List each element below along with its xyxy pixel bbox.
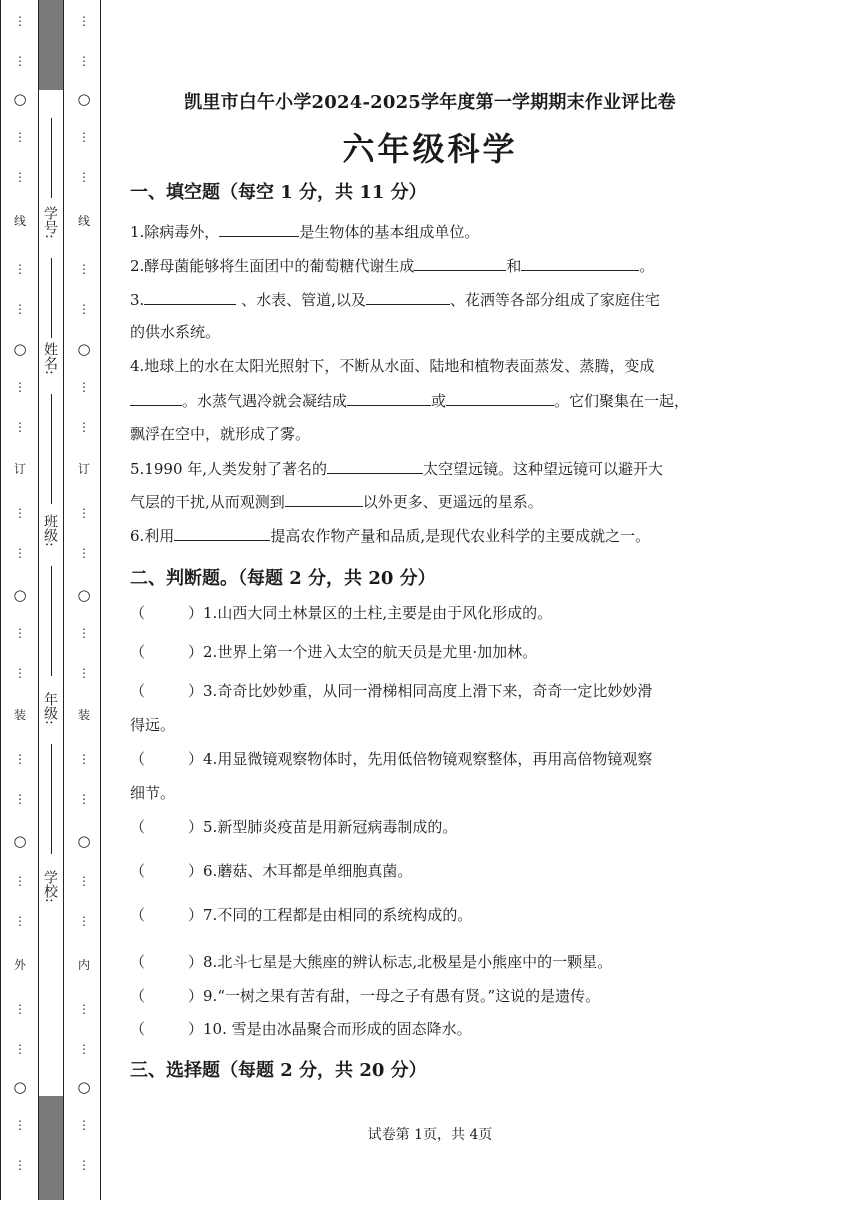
answer-bracket[interactable]: （	[130, 1020, 146, 1038]
inner-cut-line: ⋮ ⋮ ○ ⋮ ⋮ 线 ⋮ ⋮ ○ ⋮ ⋮ 订 ⋮ ⋮ ○ ⋮ ⋮ 装 ⋮ ⋮ ○ ⋮ ⋮ 内 ⋮ ⋮ ○ ⋮ ⋮	[77, 14, 91, 1172]
name-label: 姓名:	[42, 342, 58, 375]
judge-question-1: （ ）1.山西大同土林景区的土柱,主要是由于风化形成的。	[130, 604, 553, 622]
answer-blank[interactable]	[327, 457, 423, 474]
answer-blank[interactable]	[130, 389, 182, 406]
hole-circle-icon: ○	[13, 832, 27, 850]
fill-question-5-cont: 气层的干扰,从而观测到 以外更多、更遥远的星系。	[130, 490, 730, 513]
fill-question-5: 5.1990 年,人类发射了著名的 太空望远镜。这种望远镜可以避开大	[130, 457, 730, 480]
hole-circle-icon: ○	[13, 340, 27, 358]
exam-subtitle: 凯里市白午小学2024-2025学年度第一学期期末作业评比卷	[184, 92, 676, 113]
fill-question-2: 2.酵母菌能够将生面团中的葡萄糖代谢生成 和 。	[130, 254, 730, 277]
hole-circle-icon: ○	[77, 832, 91, 850]
section-heading-fill: 一、填空题（每空 1 分，共 11 分）	[130, 182, 427, 203]
outer-cut-line: ⋮ ⋮ ○ ⋮ ⋮ 线 ⋮ ⋮ ○ ⋮ ⋮ 订 ⋮ ⋮ ○ ⋮ ⋮ 装 ⋮ ⋮ ○ ⋮ ⋮ 外 ⋮ ⋮ ○ ⋮ ⋮	[13, 14, 27, 1172]
hole-circle-icon: ○	[77, 586, 91, 604]
answer-blank[interactable]	[347, 389, 431, 406]
answer-blank[interactable]	[285, 490, 363, 507]
cut-label: 线	[77, 214, 90, 228]
hole-circle-icon: ○	[13, 586, 27, 604]
judge-question-9: （ ）9.“一树之果有苦有甜，一母之子有愚有贤。”这说的是遗传。	[130, 987, 601, 1005]
class-label: 班级:	[42, 514, 58, 547]
gray-block	[39, 1096, 63, 1200]
student-info-column	[38, 0, 64, 1200]
judge-question-2: （ ）2.世界上第一个进入太空的航天员是尤里·加加林。	[130, 643, 538, 661]
cut-label: 订	[13, 462, 26, 476]
answer-bracket[interactable]: （	[130, 906, 146, 924]
cut-label: 内	[77, 958, 90, 972]
answer-bracket[interactable]: （	[130, 953, 146, 971]
answer-bracket[interactable]: （	[130, 604, 146, 622]
cut-label: 装	[77, 708, 90, 722]
answer-blank[interactable]	[521, 254, 639, 271]
binding-margin	[0, 0, 102, 1216]
answer-blank[interactable]	[446, 389, 554, 406]
hole-circle-icon: ○	[13, 90, 27, 108]
section-heading-choice: 三、选择题（每题 2 分，共 20 分）	[130, 1060, 427, 1081]
judge-question-8: （ ）8.北斗七星是大熊座的辨认标志,北极星是小熊座中的一颗星。	[130, 953, 613, 971]
cut-label: 外	[13, 958, 26, 972]
cut-label: 订	[77, 462, 90, 476]
fill-question-4-cont: 。水蒸气遇冷就会凝结成 或 。它们聚集在一起，	[130, 389, 730, 412]
hole-circle-icon: ○	[77, 1078, 91, 1096]
cut-label: 线	[13, 214, 26, 228]
grade-label: 年级:	[42, 692, 58, 725]
cut-label: 装	[13, 708, 26, 722]
fill-question-4-cont2: 飘浮在空中，就形成了雾。	[130, 425, 311, 443]
answer-blank[interactable]	[174, 524, 270, 541]
answer-blank[interactable]	[414, 254, 506, 271]
judge-question-4: （ ）4.用显微镜观察物体时，先用低倍物镜观察整体，再用高倍物镜观察	[130, 750, 653, 768]
page-footer: 试卷第 1页，共 4页	[367, 1127, 493, 1143]
hole-circle-icon: ○	[77, 340, 91, 358]
answer-bracket[interactable]: （	[130, 987, 146, 1005]
answer-bracket[interactable]: （	[130, 862, 146, 880]
answer-blank[interactable]	[366, 288, 450, 305]
answer-bracket[interactable]: （	[130, 643, 146, 661]
judge-question-3-cont: 得远。	[130, 716, 176, 734]
fill-question-3: 3. 、水表、管道,以及 、花洒等各部分组成了家庭住宅	[130, 288, 730, 311]
judge-question-6: （ ）6.蘑菇、木耳都是单细胞真菌。	[130, 862, 413, 880]
judge-question-5: （ ）5.新型肺炎疫苗是用新冠病毒制成的。	[130, 818, 458, 836]
school-label: 学校:	[42, 870, 58, 903]
fill-question-6: 6.利用 提高农作物产量和品质,是现代农业科学的主要成就之一。	[130, 524, 730, 547]
judge-question-4-cont: 细节。	[130, 784, 176, 802]
gray-block	[39, 0, 63, 90]
answer-bracket[interactable]: （	[130, 682, 146, 700]
answer-bracket[interactable]: （	[130, 750, 146, 768]
judge-question-3: （ ）3.奇奇比妙妙重，从同一滑梯相同高度上滑下来，奇奇一定比妙妙滑	[130, 682, 653, 700]
judge-question-10: （ ）10. 雪是由冰晶聚合而形成的固态降水。	[130, 1020, 472, 1038]
student-id-label: 学号:	[42, 206, 58, 239]
binding-edge-line	[100, 0, 101, 1200]
hole-circle-icon: ○	[13, 1078, 27, 1096]
binding-edge-line	[0, 0, 1, 1200]
answer-bracket[interactable]: （	[130, 818, 146, 836]
answer-blank[interactable]	[144, 288, 236, 305]
hole-circle-icon: ○	[77, 90, 91, 108]
fill-question-3-cont: 的供水系统。	[130, 323, 221, 341]
fill-question-4: 4.地球上的水在太阳光照射下，不断从水面、陆地和植物表面蒸发、蒸腾，变成	[130, 357, 655, 375]
fill-question-1: 1.除病毒外， 是生物体的基本组成单位。	[130, 220, 730, 243]
section-heading-judge: 二、判断题。（每题 2 分，共 20 分）	[130, 568, 436, 589]
exam-title: 六年级科学	[342, 130, 518, 168]
answer-blank[interactable]	[219, 220, 299, 237]
judge-question-7: （ ）7.不同的工程都是由相同的系统构成的。	[130, 906, 473, 924]
